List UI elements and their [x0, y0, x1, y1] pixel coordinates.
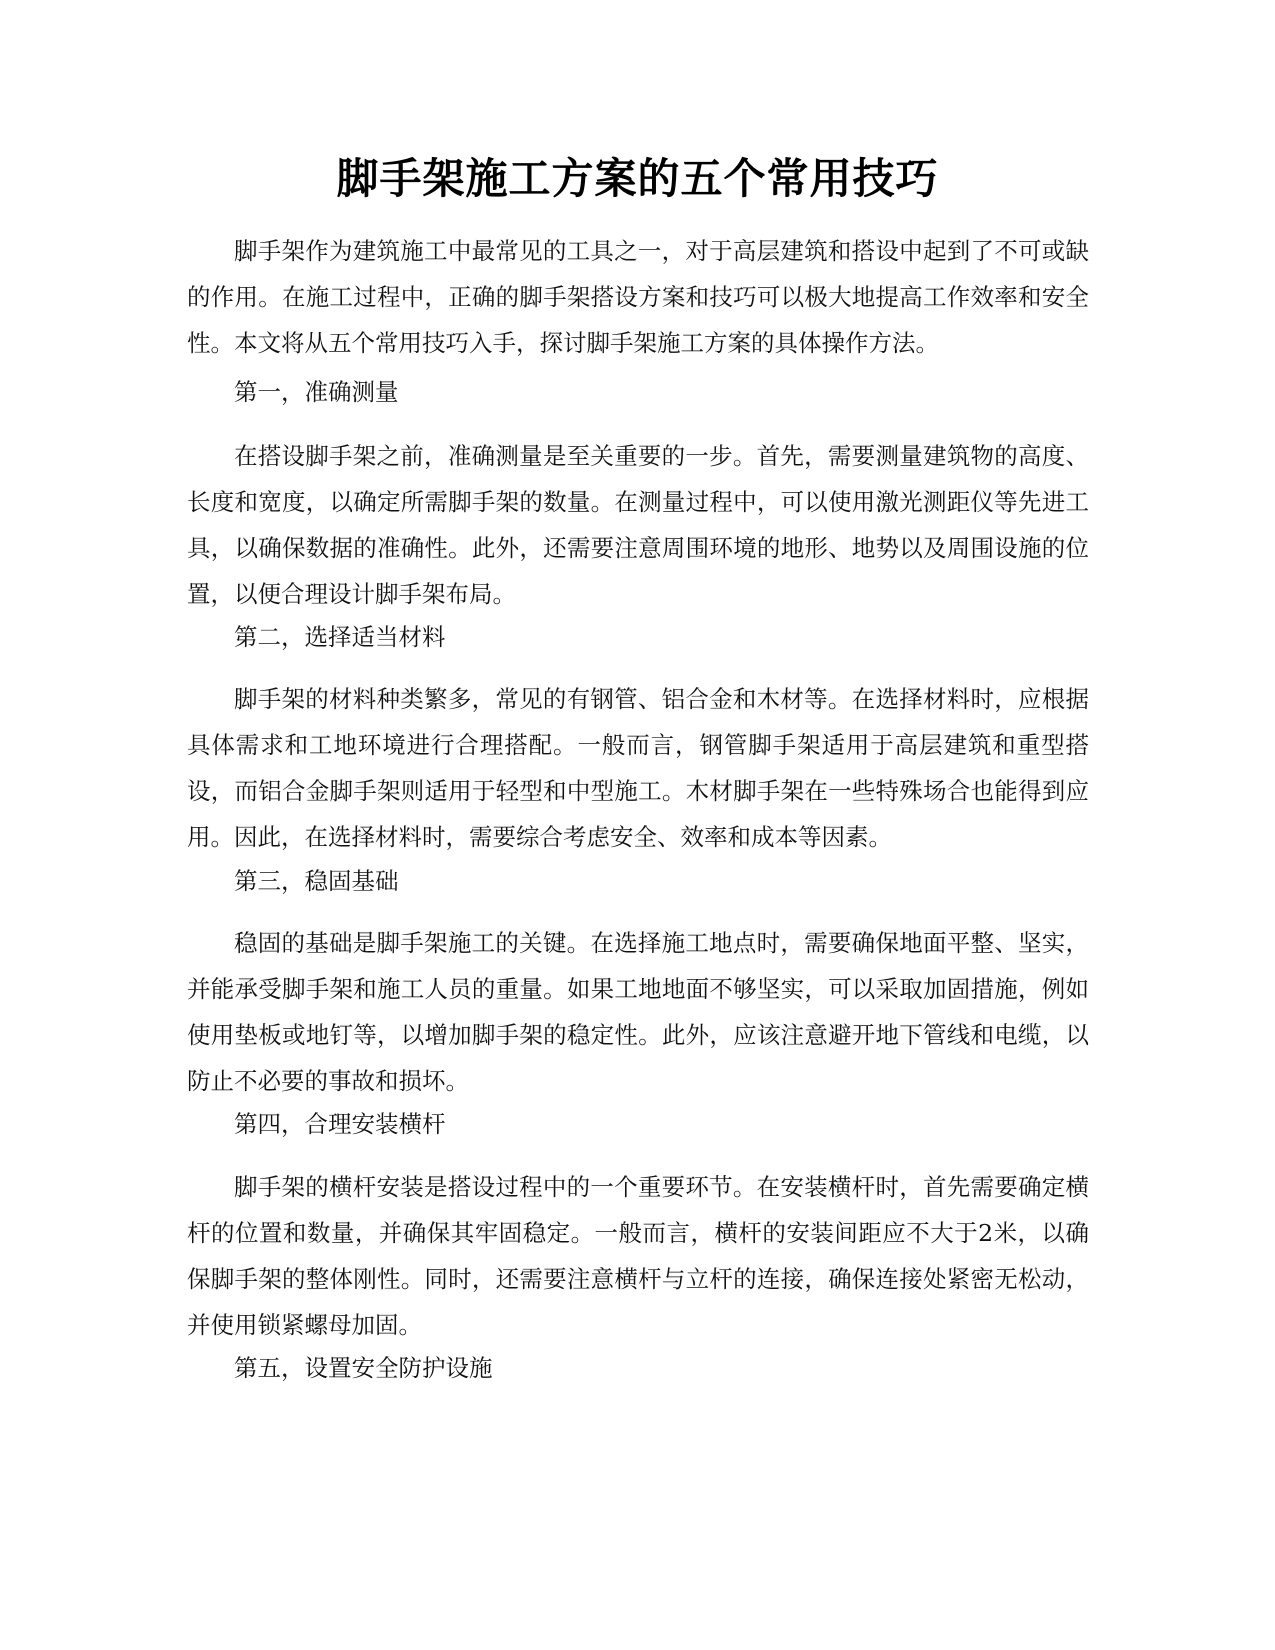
intro-paragraph: 脚手架作为建筑施工中最常见的工具之一，对于高层建筑和搭设中起到了不可或缺的作用。在施工过程中，正确的脚手架搭设方案和技巧可以极大地提高工作效率和安全性。本文将从五个常用技巧入手，探讨脚手架施工方案的具体操作方法。 [187, 237, 1089, 357]
section-heading-3: 第三，稳固基础 [234, 867, 399, 895]
section-heading-4: 第四，合理安装横杆 [234, 1110, 446, 1138]
section-paragraph-3: 稳固的基础是脚手架施工的关键。在选择施工地点时，需要确保地面平整、坚实，并能承受脚手架和施工人员的重量。如果工地地面不够坚实，可以采取加固措施，例如使用垫板或地钉等，以增加脚手架的稳定性。此外，应该注意避开地下管线和电缆，以防止不必要的事故和损坏。 [187, 929, 1089, 1095]
section-paragraph-1: 在搭设脚手架之前，准确测量是至关重要的一步。首先，需要测量建筑物的高度、长度和宽度，以确定所需脚手架的数量。在测量过程中，可以使用激光测距仪等先进工具，以确保数据的准确性。此外，还需要注意周围环境的地形、地势以及周围设施的位置，以便合理设计脚手架布局。 [187, 442, 1089, 608]
section-heading-5: 第五，设置安全防护设施 [234, 1354, 493, 1382]
section-paragraph-2: 脚手架的材料种类繁多，常见的有钢管、铝合金和木材等。在选择材料时，应根据具体需求和工地环境进行合理搭配。一般而言，钢管脚手架适用于高层建筑和重型搭设，而铝合金脚手架则适用于轻型和中型施工。木材脚手架在一些特殊场合也能得到应用。因此，在选择材料时，需要综合考虑安全、效率和成本等因素。 [187, 685, 1089, 851]
section-paragraph-4: 脚手架的横杆安装是搭设过程中的一个重要环节。在安装横杆时，首先需要确定横杆的位置和数量，并确保其牢固稳定。一般而言，横杆的安装间距应不大于2米，以确保脚手架的整体刚性。同时，还需要注意横杆与立杆的连接，确保连接处紧密无松动，并使用锁紧螺母加固。 [187, 1173, 1089, 1339]
section-heading-1: 第一，准确测量 [234, 378, 399, 406]
document-title: 脚手架施工方案的五个常用技巧 [336, 154, 939, 203]
section-heading-2: 第二，选择适当材料 [234, 623, 446, 651]
